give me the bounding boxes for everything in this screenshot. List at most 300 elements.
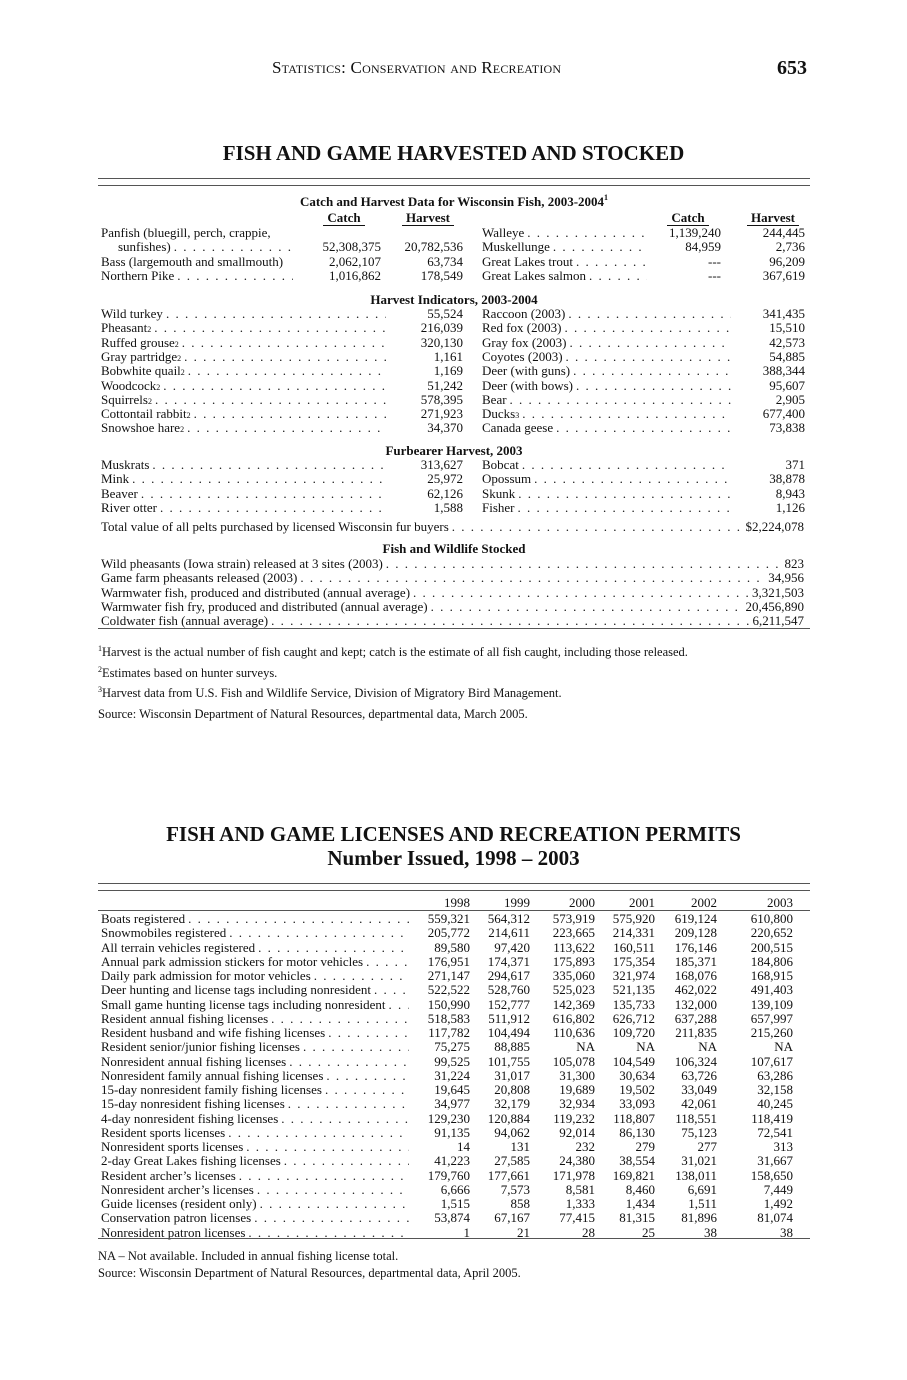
license-value: 32,179 — [494, 1096, 530, 1111]
row-label: Resident husband and wife fishing licenses — [101, 1025, 326, 1040]
license-value: 31,300 — [559, 1068, 595, 1083]
row-label: Woodcock — [101, 378, 157, 393]
harvest-value: 34,370 — [427, 420, 463, 435]
leader-dots — [281, 1112, 409, 1126]
license-value: 175,893 — [552, 954, 595, 969]
row-label: All terrain vehicles registered — [101, 940, 256, 955]
leader-dots — [258, 941, 409, 955]
license-value: 101,755 — [487, 1054, 530, 1069]
license-value: 491,403 — [750, 982, 793, 997]
row-label: Nonresident sports licenses — [101, 1139, 244, 1154]
furbearer-row — [101, 472, 389, 486]
license-value: 31,021 — [681, 1153, 717, 1168]
license-value: 27,585 — [494, 1153, 530, 1168]
license-value: 86,130 — [619, 1125, 655, 1140]
leader-dots — [246, 1140, 409, 1154]
stocked-value: 823 — [784, 556, 804, 571]
license-row — [101, 955, 409, 969]
harvest-row — [101, 407, 389, 421]
license-value: 31,224 — [434, 1068, 470, 1083]
license-value: 28 — [582, 1225, 595, 1240]
license-row — [101, 912, 409, 926]
harvest-value: 271,923 — [420, 406, 463, 421]
license-value: 858 — [510, 1196, 530, 1211]
row-label: Small game hunting license tags including nonresident — [101, 997, 386, 1012]
license-value: 610,800 — [750, 911, 793, 926]
leader-dots — [271, 1012, 409, 1026]
row-label: Resident annual fishing licenses — [101, 1011, 269, 1026]
row-label: Ducks — [482, 406, 516, 421]
row-label: Resident senior/junior fishing licenses — [101, 1039, 300, 1054]
license-value: 117,782 — [428, 1025, 470, 1040]
row-label: Game farm pheasants released (2003) — [101, 570, 298, 585]
harvest-value: 341,435 — [762, 306, 805, 321]
col-label: Catch — [323, 210, 364, 226]
license-value: 32,158 — [757, 1082, 793, 1097]
row-label: Guide licenses (resident only) — [101, 1196, 257, 1211]
license-value: 158,650 — [750, 1168, 793, 1183]
row-label: Warmwater fish fry, produced and distributed (annual average) — [101, 599, 428, 614]
license-value: 21 — [517, 1225, 530, 1240]
fish-catch: 84,959 — [685, 239, 721, 254]
license-value: 205,772 — [427, 925, 470, 940]
license-value: 105,078 — [552, 1054, 595, 1069]
furbearer-value: 62,126 — [427, 486, 463, 501]
leader-dots — [152, 458, 386, 472]
license-value: 177,661 — [487, 1168, 530, 1183]
row-label: Warmwater fish, produced and distributed (annual average) — [101, 585, 411, 600]
row-label: Resident sports licenses — [101, 1125, 226, 1140]
row-label: Beaver — [101, 486, 138, 501]
license-value: 176,951 — [427, 954, 470, 969]
title-rule-bottom — [98, 185, 810, 186]
license-value: 511,912 — [488, 1011, 530, 1026]
footnote-ref: 2 — [177, 354, 182, 363]
license-value: 209,128 — [674, 925, 717, 940]
license-value: 1,333 — [565, 1196, 595, 1211]
year-header: 2003 — [767, 895, 793, 910]
license-value: 81,315 — [619, 1210, 655, 1225]
row-label: Coldwater fish (annual average) — [101, 613, 269, 628]
license-value: 200,515 — [750, 940, 793, 955]
fish-row — [101, 255, 296, 269]
license-value: 279 — [635, 1139, 655, 1154]
license-value: 88,885 — [494, 1039, 530, 1054]
row-label: Cottontail rabbit — [101, 406, 187, 421]
license-row — [101, 1083, 409, 1097]
licenses-subtitle: Number Issued, 1998 – 2003 — [327, 846, 580, 870]
license-value: 1,434 — [625, 1196, 655, 1211]
leader-dots — [366, 955, 409, 969]
harvest-value: 51,242 — [427, 378, 463, 393]
leader-dots — [413, 586, 749, 600]
license-value: 89,580 — [434, 940, 470, 955]
harvest-row — [101, 321, 389, 335]
license-value: NA — [774, 1039, 793, 1054]
license-row — [101, 941, 409, 955]
license-value: 168,076 — [674, 968, 717, 983]
harvest-row — [101, 336, 389, 350]
license-value: 1,515 — [440, 1196, 470, 1211]
license-row — [101, 1154, 409, 1168]
license-value: 185,371 — [674, 954, 717, 969]
license-value: 38 — [704, 1225, 717, 1240]
license-value: 30,634 — [619, 1068, 655, 1083]
license-value: 110,636 — [553, 1025, 595, 1040]
license-value: 63,286 — [757, 1068, 793, 1083]
row-label: Canada geese — [482, 420, 554, 435]
license-value: 160,511 — [613, 940, 655, 955]
license-value: 619,124 — [674, 911, 717, 926]
fish-catch: --- — [708, 268, 721, 283]
row-label: Wild turkey — [101, 306, 163, 321]
leader-dots — [288, 1097, 409, 1111]
license-row — [101, 1140, 409, 1154]
fish-heading-sup: 1 — [604, 193, 609, 202]
license-value: 271,147 — [427, 968, 470, 983]
license-value: 7,449 — [763, 1182, 793, 1197]
leader-dots — [289, 1055, 409, 1069]
stocked-row — [101, 586, 804, 600]
footnote — [98, 707, 528, 722]
harvest-value: 55,524 — [427, 306, 463, 321]
license-value: 142,369 — [552, 997, 595, 1012]
fish-harvest: 20,782,536 — [404, 239, 463, 254]
license-value: 1,511 — [688, 1196, 717, 1211]
license-value: 152,777 — [487, 997, 530, 1012]
footnote-text: Harvest is the actual number of fish caught and kept; catch is the estimate of all fish caught, including those released. — [102, 645, 688, 659]
leader-dots — [155, 393, 386, 407]
license-value: 573,919 — [552, 911, 595, 926]
fish-heading-text: Catch and Harvest Data for Wisconsin Fish, 2003-2004 — [299, 194, 605, 209]
col-label: Catch — [667, 210, 708, 226]
furbearer-value: 1,126 — [775, 500, 805, 515]
furbearer-value: 1,588 — [433, 500, 463, 515]
row-label: Nonresident annual fishing licenses — [101, 1054, 287, 1069]
license-value: 135,733 — [612, 997, 655, 1012]
license-value: 313 — [773, 1139, 793, 1154]
license-value: 118,807 — [613, 1111, 655, 1126]
row-label: 4-day nonresident fishing licenses — [101, 1111, 279, 1126]
license-value: 38 — [780, 1225, 793, 1240]
leader-dots — [254, 1211, 409, 1225]
row-label: sunfishes) — [118, 239, 171, 254]
fish-harvest: 367,619 — [762, 268, 805, 283]
license-row — [101, 998, 409, 1012]
leader-dots — [188, 912, 409, 926]
stocked-row — [101, 571, 804, 585]
furbearer-value: 371 — [785, 457, 805, 472]
footnote-mark: 1 — [98, 644, 102, 653]
fish-col-catch-right — [656, 210, 720, 226]
license-row — [101, 1211, 409, 1225]
license-value: 119,232 — [553, 1111, 595, 1126]
license-row — [101, 1183, 409, 1197]
license-value: 20,808 — [494, 1082, 530, 1097]
license-value: 129,230 — [427, 1111, 470, 1126]
harvest-value: 2,905 — [775, 392, 805, 407]
license-row — [101, 983, 409, 997]
fish-row — [101, 226, 296, 240]
license-value: 321,974 — [612, 968, 655, 983]
license-value: 31,017 — [494, 1068, 530, 1083]
license-row — [101, 1112, 409, 1126]
leader-dots — [284, 1154, 409, 1168]
leader-dots — [314, 969, 409, 983]
license-value: 67,167 — [494, 1210, 530, 1225]
row-label: Great Lakes trout — [482, 254, 573, 269]
license-row — [101, 1126, 409, 1140]
harvest-value: 388,344 — [762, 363, 805, 378]
year-header: 2000 — [569, 895, 595, 910]
leader-dots — [325, 1083, 409, 1097]
fish-catch: 52,308,375 — [322, 239, 381, 254]
row-label: Fisher — [482, 500, 515, 515]
license-value: 72,541 — [757, 1125, 793, 1140]
license-value: 38,554 — [619, 1153, 655, 1168]
stocked-value: 3,321,503 — [752, 585, 804, 600]
harvest-row — [101, 350, 389, 364]
footnote-mark: 2 — [98, 665, 102, 674]
harvest-value: 42,573 — [769, 335, 805, 350]
harvest-row — [101, 364, 389, 378]
stocked-heading: Fish and Wildlife Stocked — [382, 541, 526, 556]
license-value: 34,977 — [434, 1096, 470, 1111]
leader-dots — [452, 520, 743, 534]
fish-col-harvest-right — [736, 210, 810, 226]
page-number: 653 — [777, 57, 807, 79]
license-value: 6,666 — [440, 1182, 470, 1197]
license-value: 168,915 — [750, 968, 793, 983]
license-value: 214,331 — [612, 925, 655, 940]
furbearer-heading: Furbearer Harvest, 2003 — [385, 443, 523, 458]
fish-row — [101, 269, 296, 283]
furbearer-value: 25,972 — [427, 471, 463, 486]
harvest-value: 216,039 — [420, 320, 463, 335]
leader-dots — [229, 926, 409, 940]
row-label: Panfish (bluegill, perch, crappie, — [101, 225, 271, 240]
stocked-row — [101, 600, 804, 614]
license-value: 19,502 — [619, 1082, 655, 1097]
license-value: 118,419 — [751, 1111, 793, 1126]
license-value: 53,874 — [434, 1210, 470, 1225]
leader-dots — [303, 1040, 409, 1054]
row-label: Wild pheasants (Iowa strain) released at 3 sites (2003) — [101, 556, 383, 571]
harvest-value: 54,885 — [769, 349, 805, 364]
harvest-row — [101, 307, 389, 321]
license-value: 109,720 — [612, 1025, 655, 1040]
license-value: 521,135 — [612, 982, 655, 997]
furbearer-row — [101, 501, 389, 515]
row-label: Gray fox (2003) — [482, 335, 567, 350]
license-row — [101, 1026, 409, 1040]
license-value: 150,990 — [427, 997, 470, 1012]
row-label: Daily park admission for motor vehicles — [101, 968, 311, 983]
row-label: Mink — [101, 471, 130, 486]
license-value: NA — [698, 1039, 717, 1054]
license-value: 63,726 — [681, 1068, 717, 1083]
license-value: 559,321 — [427, 911, 470, 926]
fish-harvest: 244,445 — [762, 225, 805, 240]
col-label: Harvest — [402, 210, 454, 226]
footnote-ref: 2 — [147, 397, 152, 406]
license-row — [101, 1169, 409, 1183]
row-label: Bear — [482, 392, 507, 407]
license-value: 25 — [642, 1225, 655, 1240]
row-label: Boats registered — [101, 911, 186, 926]
harvest-value: 1,161 — [433, 349, 463, 364]
license-value: 528,760 — [487, 982, 530, 997]
row-label: Bobwhite quail — [101, 363, 181, 378]
license-value: 94,062 — [494, 1125, 530, 1140]
license-value: 657,997 — [750, 1011, 793, 1026]
license-value: 99,525 — [434, 1054, 470, 1069]
license-row — [101, 1012, 409, 1026]
row-label: Bobcat — [482, 457, 519, 472]
row-label: Deer (with bows) — [482, 378, 573, 393]
furbearer-value: 38,878 — [769, 471, 805, 486]
furbearer-value: 313,627 — [420, 457, 463, 472]
license-row — [101, 1040, 409, 1054]
harvest-value: 320,130 — [420, 335, 463, 350]
license-value: 75,275 — [434, 1039, 470, 1054]
footnote-mark: 3 — [98, 685, 102, 694]
licenses-bottom-rule — [98, 1238, 810, 1239]
footnote-ref: 2 — [174, 340, 179, 349]
license-value: 169,821 — [612, 1168, 655, 1183]
row-label: Northern Pike — [101, 268, 175, 283]
footnote-ref: 2 — [156, 383, 161, 392]
row-label: Muskrats — [101, 457, 150, 472]
license-value: 215,260 — [750, 1025, 793, 1040]
harvest-value: 1,169 — [433, 363, 463, 378]
row-label: Nonresident patron licenses — [101, 1225, 246, 1240]
license-value: 171,978 — [552, 1168, 595, 1183]
license-value: 175,354 — [612, 954, 655, 969]
stocked-value: 34,956 — [768, 570, 804, 585]
license-value: 19,645 — [434, 1082, 470, 1097]
row-label: Great Lakes salmon — [482, 268, 586, 283]
harvest-row — [101, 393, 389, 407]
fur-total-row — [101, 520, 804, 534]
row-label: Annual park admission stickers for motor vehicles — [101, 954, 364, 969]
license-value: 81,896 — [681, 1210, 717, 1225]
row-label: Muskellunge — [482, 239, 550, 254]
fish-heading — [98, 194, 810, 210]
license-value: 106,324 — [674, 1054, 717, 1069]
license-value: 626,712 — [612, 1011, 655, 1026]
harvest-value: 95,607 — [769, 378, 805, 393]
leader-dots — [300, 571, 765, 585]
fur-total-label: Total value of all pelts purchased by licensed Wisconsin fur buyers — [101, 519, 449, 534]
license-row — [101, 1069, 409, 1083]
license-value: 14 — [457, 1139, 470, 1154]
license-value: 522,522 — [427, 982, 470, 997]
fish-harvest: 63,734 — [427, 254, 463, 269]
license-value: 118,551 — [675, 1111, 717, 1126]
footnote — [98, 645, 688, 660]
harvest-row — [101, 379, 389, 393]
section-title-harvest: FISH AND GAME HARVESTED AND STOCKED — [222, 141, 685, 165]
license-value: 637,288 — [674, 1011, 717, 1026]
license-value: 220,652 — [750, 925, 793, 940]
furbearer-row — [101, 487, 389, 501]
license-value: 6,691 — [687, 1182, 717, 1197]
harvest-value: 15,510 — [769, 320, 805, 335]
license-value: 40,245 — [757, 1096, 793, 1111]
leader-dots — [328, 1026, 409, 1040]
license-row — [101, 969, 409, 983]
licenses-title: FISH AND GAME LICENSES AND RECREATION PERMITS — [166, 822, 741, 846]
license-value: 138,011 — [675, 1168, 717, 1183]
row-label: Nonresident archer’s licenses — [101, 1182, 254, 1197]
leader-dots — [271, 614, 749, 628]
row-label: Opossum — [482, 471, 532, 486]
footnote-ref: 2 — [180, 368, 185, 377]
footnote-ref: 2 — [186, 411, 191, 420]
license-value: 277 — [697, 1139, 717, 1154]
fish-catch: 2,062,107 — [329, 254, 381, 269]
license-value: 97,420 — [494, 940, 530, 955]
row-label: Red fox (2003) — [482, 320, 562, 335]
license-value: 518,583 — [427, 1011, 470, 1026]
table1-bottom-rule — [98, 628, 810, 629]
license-value: 77,415 — [559, 1210, 595, 1225]
leader-dots — [389, 998, 409, 1012]
license-value: 174,371 — [487, 954, 530, 969]
license-value: 131 — [510, 1139, 530, 1154]
row-label: 15-day nonresident family fishing licenses — [101, 1082, 322, 1097]
license-value: 8,460 — [625, 1182, 655, 1197]
fish-col-catch-left — [312, 210, 376, 226]
year-header: 2002 — [691, 895, 717, 910]
footnote — [98, 666, 277, 681]
licenses-rule-mid — [98, 890, 810, 891]
row-label: Deer hunting and license tags including nonresident — [101, 982, 372, 997]
license-value: 1,492 — [763, 1196, 793, 1211]
license-value: 335,060 — [552, 968, 595, 983]
furbearer-value: 8,943 — [775, 486, 805, 501]
footnote-ref: 2 — [180, 425, 185, 434]
footnote-text: Source: Wisconsin Department of Natural Resources, departmental data, March 2005. — [98, 707, 528, 721]
license-row — [101, 1097, 409, 1111]
license-value: 19,689 — [559, 1082, 595, 1097]
row-label: Snowshoe hare — [101, 420, 181, 435]
licenses-rule-top — [98, 883, 810, 884]
license-value: 81,074 — [757, 1210, 793, 1225]
license-value: 42,061 — [681, 1096, 717, 1111]
license-value: 41,223 — [434, 1153, 470, 1168]
row-label: Walleye — [482, 225, 525, 240]
leader-dots — [132, 472, 386, 486]
leader-dots — [239, 1169, 409, 1183]
harvest-row — [101, 421, 389, 435]
license-value: 7,573 — [500, 1182, 530, 1197]
row-label: River otter — [101, 500, 157, 515]
license-value: 120,884 — [487, 1111, 530, 1126]
license-value: 33,093 — [619, 1096, 655, 1111]
license-row — [101, 1197, 409, 1211]
harvest-value: 578,395 — [420, 392, 463, 407]
license-value: 294,617 — [487, 968, 530, 983]
stocked-value: 6,211,547 — [752, 613, 804, 628]
license-value: 31,667 — [757, 1153, 793, 1168]
stocked-row — [101, 614, 804, 628]
license-value: 104,549 — [612, 1054, 655, 1069]
row-label: Raccoon (2003) — [482, 306, 566, 321]
fish-col-harvest-left — [396, 210, 460, 226]
license-value: 1 — [463, 1225, 470, 1240]
